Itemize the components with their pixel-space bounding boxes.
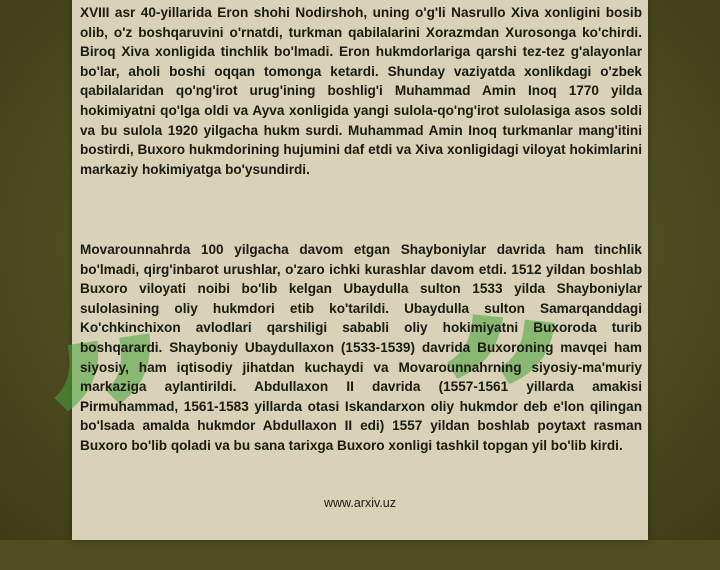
paragraph-bukhara: Movarounnahrda 100 yilgacha davom etgan Shayboniylar davrida ham tinchlik bo'lmadi, qirg'inbarot urushlar, o'zaro ichki kurashlar davom etdi. 1512 yildan boshlab Buxoro viloyati noibi bo'lib kelgan Ubaydulla sulton 1533 yilda Shayboniylar sulolasining oliy hukmdori etib ko'tarildi. Ubaydulla sulton Samarqanddagi Ko'chkinchixon avlodlari qarshiligi sababli oliy hokimiyatni Buxoroda turib boshqarardi. Shayboniy Ubaydullaxon (1533-1539) davrida Buxoroning mavqei ham siyosiy, ham iqtisodiy jihatdan kuchaydi va Movarounnahrning siyosiy-ma'muriy markaziga aylantirildi. Abdullaxon II davrida (1557-1561 yillarda amakisi Pirmuhammad, 1561-1583 yillarda otasi Iskandarxon oliy hukmdor deb e'lon qilingan bo'lsada amalda hukmdor Abdullaxon II edi) 1557 yildan boshlab poytaxt rasman Buxoro bo'lib qoladi va bu sana tarixga Buxoro xonligi tashkil topgan yil bo'lib kirdi. [80,242,642,453]
source-url: www.arxiv.uz [323,496,396,510]
green-ornament-left-icon: ” [29,284,199,570]
green-ornament-right-icon: ” [418,263,579,547]
paragraph-khiva: XVIII asr 40-yillarida Eron shohi Nodirshoh, uning o'g'li Nasrullo Xiva xonligini bosib olib, o'z boshqaruvini o'rnatdi, turkman qabilalarini Xorazmdan Xurosonga ko'chirdi. Biroq Xiva xonligida tinchlik bo'lmadi. Eron hukmdorlariga qarshi tez-tez g'alayonlar bo'lar, aholi boshi oqqan tomonga ketardi. Shunday vaziyatda xonlikdagi o'zbek qabilalaridan qo'ng'irot urug'ining boshlig'i Muhammad Amin Inoq 1770 yilda hokimiyatni qo'lga oldi va Ayva xonligida yangi sulola-qo'ng'irot sulolasiga asos soldi va bu sulola 1920 yilgacha hukm surdi. Muhammad Amin Inoq turkmanlar mang'itini bostirdi, Buxoro hukmdorining hujumini daf etdi va Xiva xonligidagi viloyat hokimlarini markaziy hokimiyatga bo'ysundirdi. [80,5,642,177]
